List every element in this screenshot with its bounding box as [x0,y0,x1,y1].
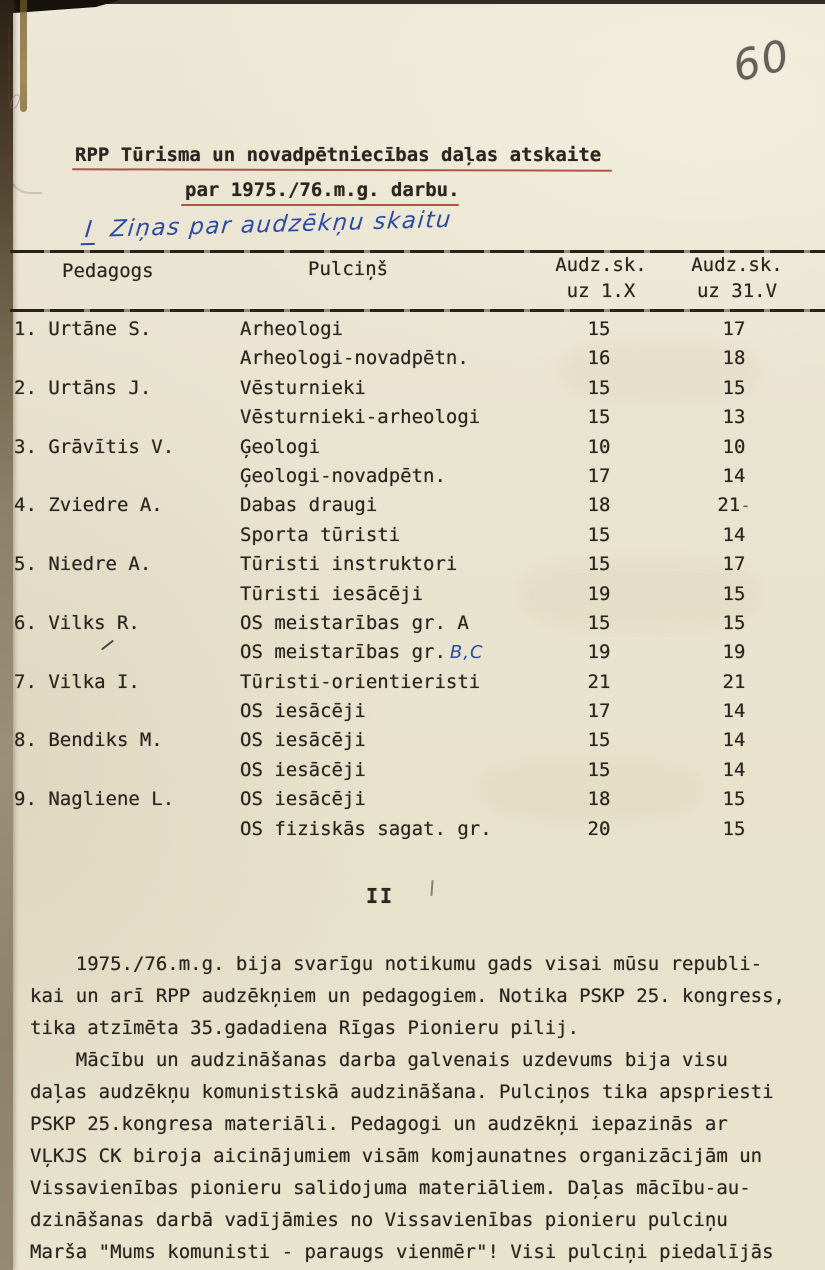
count-october: 17 [587,700,611,723]
count-october: 15 [587,553,611,576]
pedagog-name: 6. Vilks R. [14,611,140,634]
count-may: 14 [722,729,746,752]
handwritten-note [81,207,453,243]
body-line: Mācību un audzināšanas darba galvenais uzdevums bija visu [30,1049,728,1071]
table-row [14,465,825,494]
club-name: OS iesācēji [240,729,366,752]
table-row [14,700,825,729]
count-may: 14 [722,523,746,546]
count-october: 18 [587,494,611,517]
table-row [14,318,825,347]
body-line: 1975./76.m.g. bija svarīgu notikumu gads visai mūsu republi- [30,953,763,975]
table-row [14,583,825,612]
header-pulcins: Pulciņš [308,258,389,280]
table-row [14,494,825,523]
table-row [14,553,825,582]
paper-fold [8,26,42,194]
pedagog-name: 8. Bendiks M. [14,729,163,752]
pedagog-name: 9. Nagliene L. [14,788,175,811]
body-text [30,948,785,1268]
handwritten-group-letters: B,C [449,642,484,664]
club-name: OS meistarības gr. A [240,611,469,634]
club-name: Sporta tūristi [240,523,401,546]
count-october: 15 [587,611,611,634]
count-october: 15 [587,406,611,429]
count-october: 17 [587,464,611,487]
count-may: 14 [722,700,746,723]
count-may: 13 [722,406,746,429]
body-line: dzināšanas darbā vadījāmies no Vissavienības pionieru pulciņu [30,1209,728,1231]
table-row [14,788,825,817]
count-may: 17 [722,318,746,340]
club-name: OS iesācēji [240,700,366,723]
body-line: daļas audzēkņu komunistiskā audzināšana. Pulciņos tika apspriesti [30,1081,774,1103]
table-row [14,377,825,406]
body-line: PSKP 25.kongresa materiāli. Pedagogi un audzēkņi iepazinās ar [30,1113,728,1135]
table-row [14,759,825,788]
pedagog-name: 4. Zviedre A. [14,494,163,517]
header-count-october: Audz.sk. uz 1.X [555,254,647,302]
pedagog-name: 1. Urtāne S. [14,318,152,340]
count-october: 21 [587,670,611,693]
count-may: 15 [722,376,746,399]
count-october: 10 [587,435,611,458]
scan-edge-corner [0,0,120,14]
count-october: 15 [587,523,611,546]
club-name: Tūristi iesācēji [240,582,424,605]
count-may: 18 [722,347,746,370]
count-may: 15 [722,817,746,840]
count-october: 15 [587,376,611,399]
club-name: OS iesācēji [240,788,366,811]
table-rule-header [10,309,825,312]
table-row [14,347,825,376]
pedagog-name: 5. Niedre A. [14,553,152,576]
count-may: 19 [722,641,746,664]
count-october: 15 [587,318,611,340]
count-may: 14 [722,758,746,781]
club-name: Arheologi-novadpētn. [240,347,469,370]
count-may: 21 [722,670,746,693]
count-october: 19 [587,582,611,605]
club-name: OS fiziskās sagat. gr. [240,817,492,840]
scan-edge-left [0,0,13,1270]
club-name: Dabas draugi [240,494,378,517]
handwritten-note-text: Ziņas par audzēkņu skaitu [109,206,454,243]
count-october: 19 [587,641,611,664]
table-row [14,436,825,465]
club-name: OS iesācēji [240,758,366,781]
count-may: 15 [722,788,746,811]
club-name: Tūristi-orientieristi [240,670,481,693]
scan-edge-top [0,0,825,4]
table-row [14,818,825,847]
count-october: 18 [587,788,611,811]
body-line: tika atzīmēta 35.gadadiena Rīgas Pionieru pilij. [30,1017,580,1039]
table-row [14,524,825,553]
table-row [14,406,825,435]
pedagog-name: 7. Vilka I. [14,670,140,693]
count-may: 15 [722,582,746,605]
pencil-dash: - [740,496,751,517]
count-october: 15 [587,758,611,781]
club-name: Tūristi instruktori [240,553,458,576]
table-row [14,729,825,758]
count-may: 21- [717,494,751,517]
club-name: Ģeologi-novadpētn. [240,464,446,487]
count-october: 20 [587,817,611,840]
table-row [14,612,825,641]
header-pedagogs: Pedagogs [62,260,154,282]
header-count-may: Audz.sk. uz 31.V [691,254,783,302]
body-line: Vissavienības pionieru salidojuma materiāliem. Daļas mācību-au- [30,1177,751,1199]
table-body [14,318,825,847]
count-may: 14 [722,464,746,487]
club-name: Vēsturnieki [240,376,366,399]
count-may: 10 [722,435,746,458]
count-may: 17 [722,553,746,576]
club-name: OS meistarības gr. B,C [240,641,484,664]
red-underline [181,204,459,206]
title-line-1: RPP Tūrisma un novadpētniecības daļas atskaite [75,144,602,166]
red-underline [72,168,612,171]
club-name: Ģeologi [240,435,321,458]
body-line: kai un arī RPP audzēkņiem un pedagogiem. Notika PSKP 25. kongress, [30,985,785,1007]
pedagog-name: 2. Urtāns J. [14,376,152,399]
body-line: Marša "Mums komunisti - paraugs vienmēr"! Visi pulciņi piedalījās [30,1241,774,1263]
page-number: 60 [727,29,796,92]
table-row [14,671,825,700]
handwritten-numeral: I [81,217,98,245]
section-heading: II [365,884,395,908]
body-line: VĻKJS CK biroja aicinājumiem visām komjaunatnes organizācijām un [30,1145,763,1167]
table-row [14,641,825,670]
count-october: 16 [587,347,611,370]
count-may: 15 [722,611,746,634]
title-line-2: par 1975./76.m.g. darbu. [185,179,460,201]
club-name: Arheologi [240,318,343,340]
club-name: Vēsturnieki-arheologi [240,406,481,429]
pedagog-name: 3. Grāvītis V. [14,435,175,458]
count-october: 15 [587,729,611,752]
